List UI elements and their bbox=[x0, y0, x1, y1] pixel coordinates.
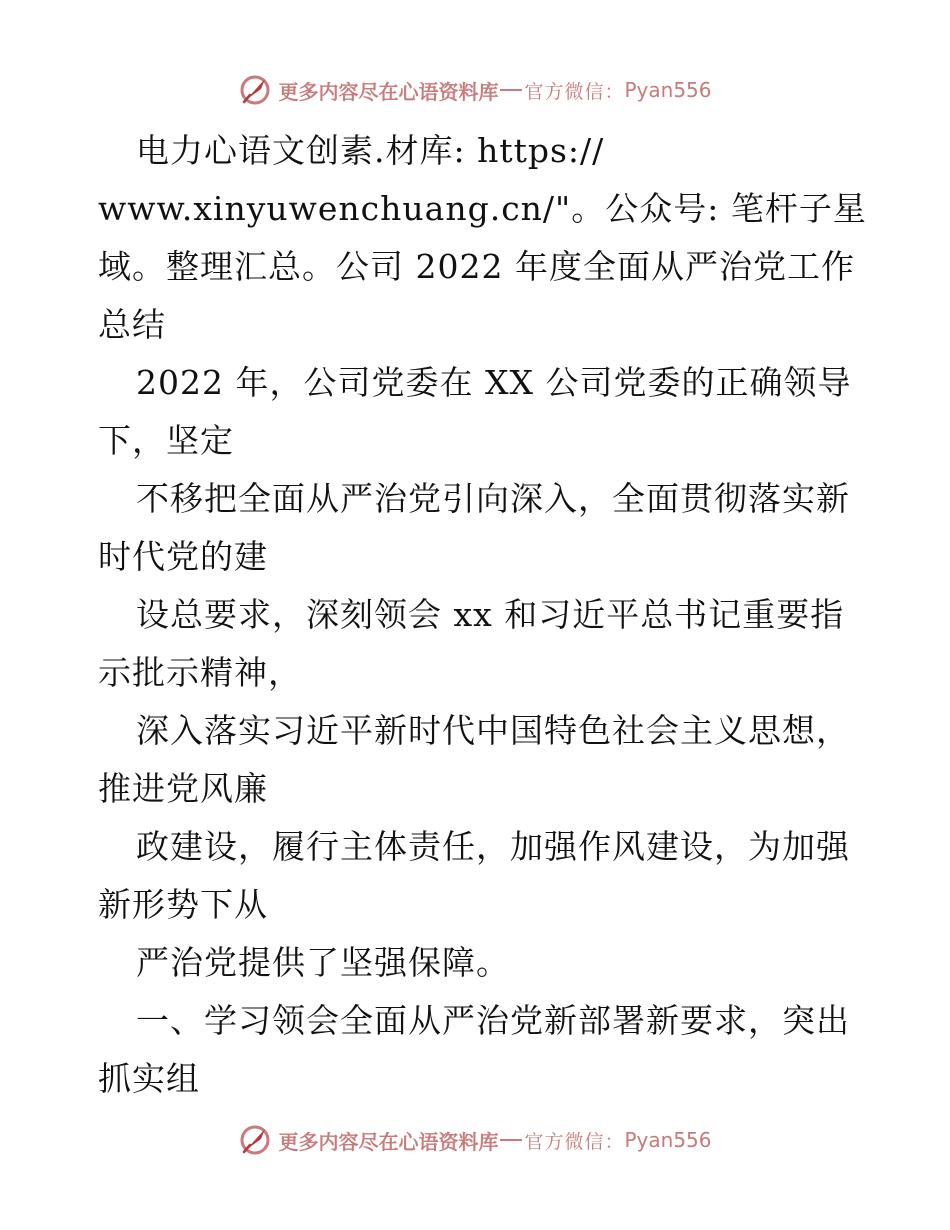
banner-main-text: 更多内容尽在心语资料库 bbox=[278, 79, 499, 104]
body-line: 总结 bbox=[98, 305, 166, 344]
body-line: 设总要求，深刻领会 xx 和习近平总书记重要指 bbox=[136, 595, 845, 634]
body-line: 时代党的建 bbox=[98, 537, 268, 576]
body-line: 抓实组 bbox=[98, 1059, 200, 1098]
body-line: 一、学习领会全面从严治党新部署新要求，突出 bbox=[136, 1001, 850, 1040]
banner-wechat-label: 官方微信： bbox=[524, 80, 625, 103]
banner-wechat-id: Pyan556 bbox=[624, 78, 712, 102]
body-line: 电力心语文创素.材库: https:// bbox=[136, 131, 605, 170]
banner-wechat-label: 官方微信： bbox=[524, 1130, 625, 1153]
body-line: 不移把全面从严治党引向深入，全面贯彻落实新 bbox=[136, 479, 850, 518]
body-line: 政建设，履行主体责任，加强作风建设，为加强 bbox=[136, 827, 850, 866]
banner-dash bbox=[500, 89, 522, 91]
body-line: www.xinyuwenchuang.cn/"。公众号: 笔杆子星 bbox=[98, 189, 867, 228]
body-line: 新形势下从 bbox=[98, 885, 268, 924]
header-banner bbox=[0, 70, 950, 110]
footer-banner bbox=[0, 1120, 950, 1160]
quill-pen-circle-icon bbox=[238, 73, 272, 107]
body-line: 示批示精神， bbox=[98, 653, 302, 692]
body-line: 推进党风廉 bbox=[98, 769, 268, 808]
banner-wechat-id: Pyan556 bbox=[624, 1128, 712, 1152]
body-line: 严治党提供了坚强保障。 bbox=[136, 943, 510, 982]
quill-pen-circle-icon bbox=[238, 1123, 272, 1157]
banner-main-text: 更多内容尽在心语资料库 bbox=[278, 1129, 499, 1154]
banner-dash bbox=[500, 1139, 522, 1141]
body-line: 下，坚定 bbox=[98, 421, 234, 460]
body-line: 2022 年，公司党委在 XX 公司党委的正确领导 bbox=[136, 363, 852, 402]
body-line: 域。整理汇总。公司 2022 年度全面从严治党工作 bbox=[98, 247, 855, 286]
document-body bbox=[98, 122, 867, 1108]
body-line: 深入落实习近平新时代中国特色社会主义思想， bbox=[136, 711, 850, 750]
